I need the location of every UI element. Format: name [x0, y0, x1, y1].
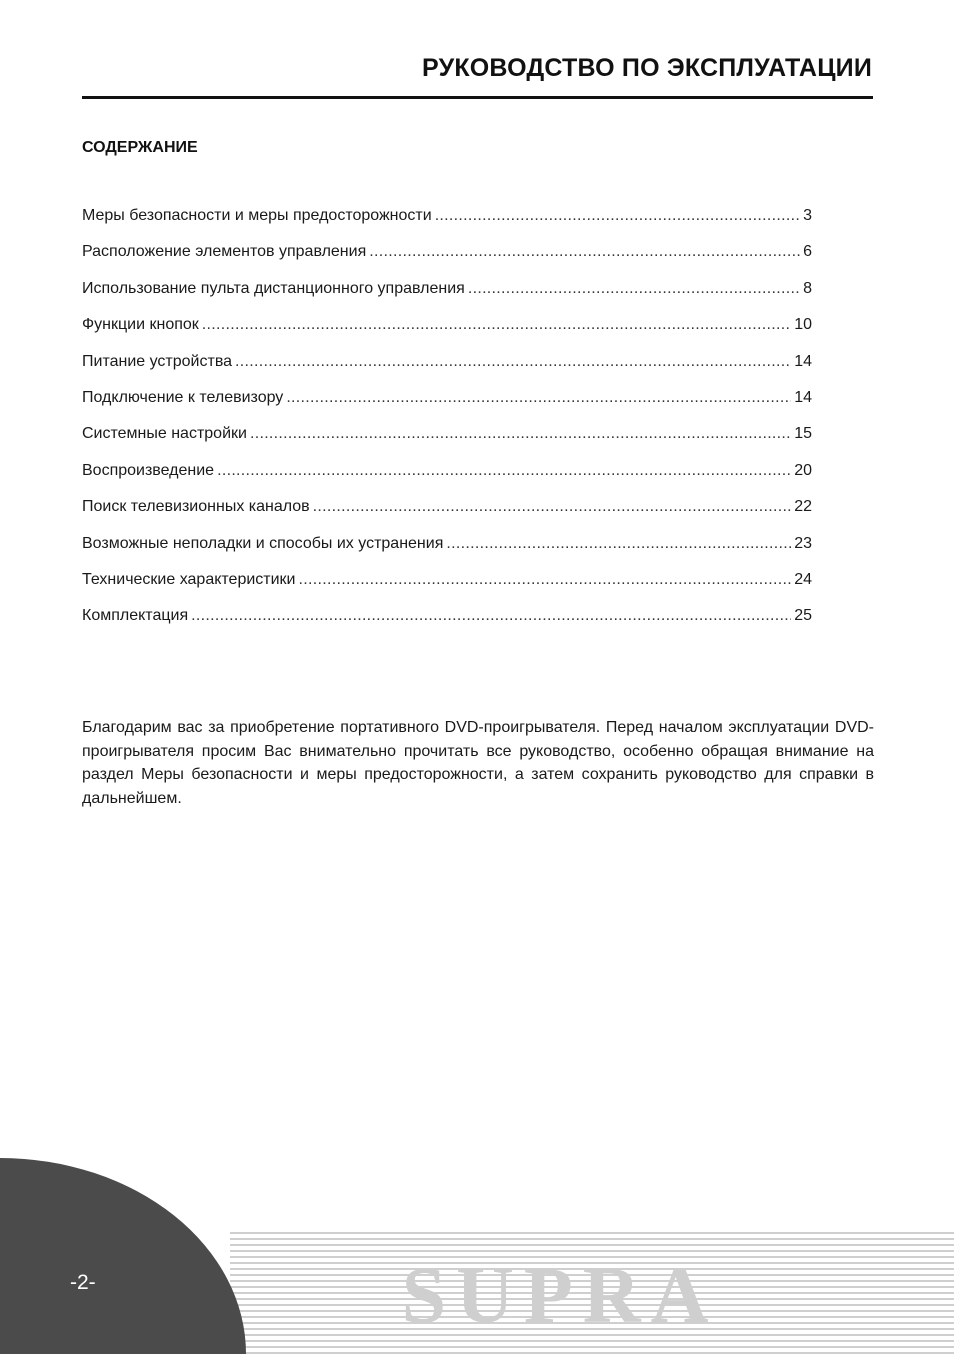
- toc-entry-label: Возможные неполадки и способы их устранения: [82, 534, 444, 552]
- toc-entry[interactable]: [82, 462, 812, 498]
- toc-entry[interactable]: [82, 607, 812, 643]
- toc-dot-leader: [446, 535, 791, 553]
- toc-entry[interactable]: [82, 316, 812, 352]
- toc-entry-label: Функции кнопок: [82, 316, 199, 334]
- toc-dot-leader: [202, 316, 791, 334]
- toc-entry-label: Воспроизведение: [82, 461, 215, 479]
- toc-entry-page: 20: [794, 461, 812, 479]
- toc-dot-leader: [250, 425, 791, 443]
- toc-dot-leader: [286, 389, 791, 407]
- toc-entry[interactable]: [82, 535, 812, 571]
- page-number: -2-: [70, 1271, 96, 1294]
- toc-entry[interactable]: [82, 280, 812, 316]
- toc-entry-page: 10: [794, 316, 812, 334]
- toc-entry[interactable]: [82, 207, 812, 243]
- toc-entry[interactable]: [82, 498, 812, 534]
- toc-entry-page: 6: [803, 243, 812, 261]
- toc-entry-label: Использование пульта дистанционного управления: [82, 279, 465, 297]
- toc-entry[interactable]: [82, 425, 812, 461]
- toc-entry-label: Меры безопасности и меры предосторожности: [82, 207, 432, 224]
- table-of-contents: [82, 207, 812, 644]
- document-title: РУКОВОДСТВО ПО ЭКСПЛУАТАЦИИ: [422, 54, 872, 82]
- toc-entry-page: 8: [803, 279, 812, 297]
- toc-entry[interactable]: [82, 353, 812, 389]
- toc-dot-leader: [217, 462, 791, 480]
- toc-entry[interactable]: [82, 243, 812, 279]
- toc-entry-label: Питание устройства: [82, 352, 233, 370]
- contents-heading: СОДЕРЖАНИЕ: [82, 139, 198, 156]
- toc-entry-label: Расположение элементов управления: [82, 243, 367, 261]
- toc-entry-label: Поиск телевизионных каналов: [82, 498, 310, 516]
- toc-dot-leader: [191, 607, 791, 625]
- toc-entry[interactable]: [82, 389, 812, 425]
- toc-entry-page: 15: [794, 425, 812, 443]
- toc-entry-page: 14: [794, 352, 812, 370]
- toc-entry[interactable]: [82, 571, 812, 607]
- toc-dot-leader: [369, 243, 800, 261]
- toc-dot-leader: [299, 571, 792, 589]
- toc-entry-page: 14: [794, 388, 812, 406]
- intro-paragraph: Благодарим вас за приобретение портативного DVD-проигрывателя. Перед началом эксплуатации DVD-проигрывателя просим Вас внимательно прочитать все руководство, особенно обращая внимание на раздел Меры безопасности и меры предосторожности, а затем сохранить руководство для справки в дальнейшем.: [82, 719, 874, 807]
- toc-entry-label: Технические характеристики: [82, 570, 296, 588]
- toc-dot-leader: [235, 353, 791, 371]
- toc-entry-page: 25: [794, 607, 812, 625]
- toc-entry-page: 23: [794, 534, 812, 552]
- supra-logo: [300, 1258, 820, 1334]
- toc-entry-page: 3: [803, 207, 812, 224]
- toc-dot-leader: [468, 280, 800, 298]
- toc-entry-page: 22: [794, 498, 812, 516]
- toc-entry-label: Подключение к телевизору: [82, 388, 284, 406]
- supra-logo-text: SUPRA: [401, 1258, 719, 1334]
- toc-entry-page: 24: [794, 570, 812, 588]
- toc-entry-label: Системные настройки: [82, 425, 247, 443]
- corner-shape: [0, 1158, 246, 1354]
- header-divider: [82, 96, 873, 99]
- toc-entry-label: Комплектация: [82, 607, 189, 625]
- toc-dot-leader: [313, 498, 792, 516]
- toc-dot-leader: [435, 207, 800, 225]
